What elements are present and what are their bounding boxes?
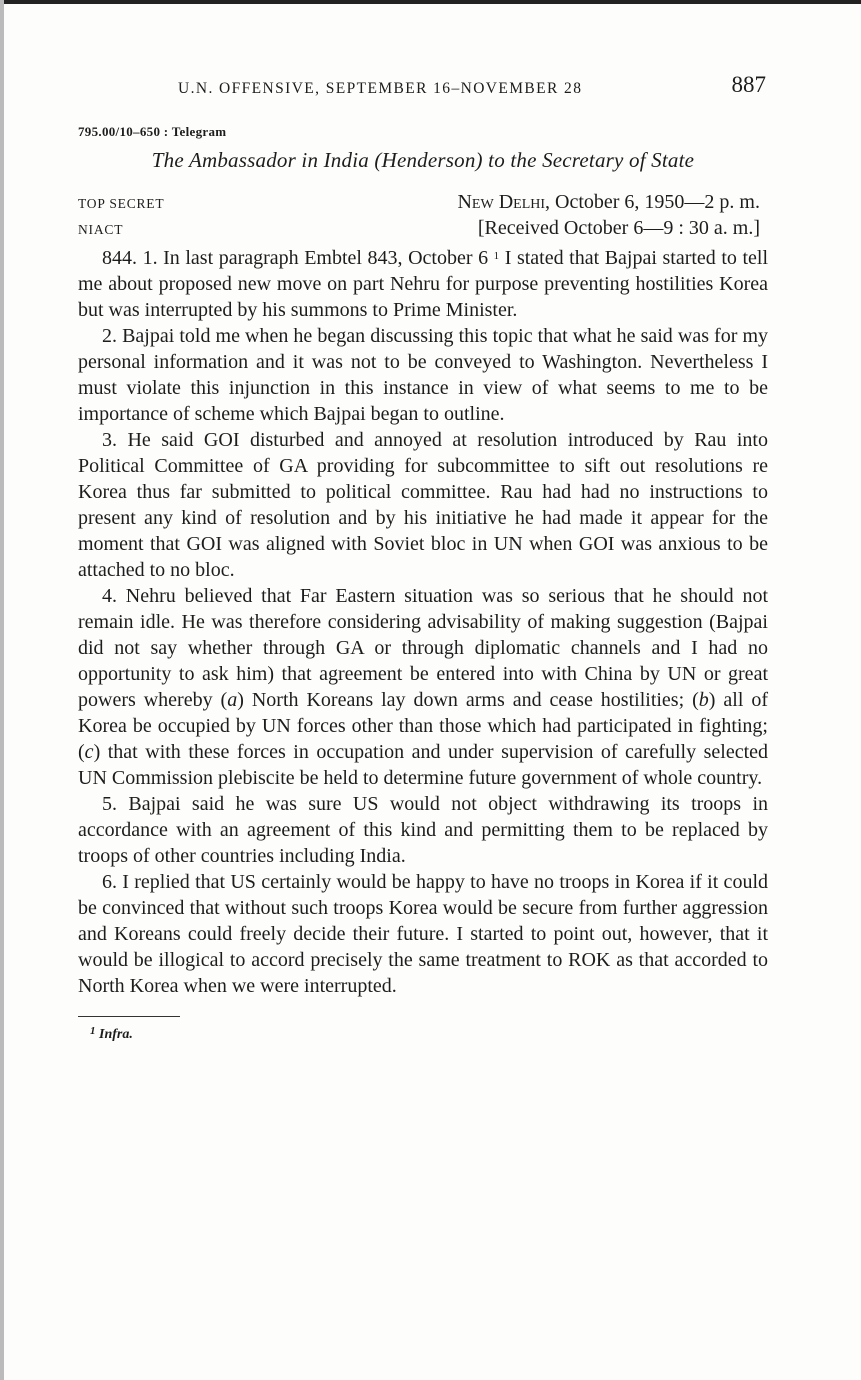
footnote-divider bbox=[78, 1016, 180, 1017]
document-title: The Ambassador in India (Henderson) to the Secretary of State bbox=[151, 148, 695, 172]
footnote-reference: 1 bbox=[493, 250, 500, 262]
scan-top-border bbox=[0, 0, 861, 4]
page-number: 887 bbox=[731, 72, 766, 97]
document-page bbox=[78, 70, 768, 1043]
file-reference: 795.00/10–650 : Telegram bbox=[78, 124, 227, 139]
running-title: U.N. OFFENSIVE, SEPTEMBER 16–NOVEMBER 28 bbox=[178, 80, 583, 97]
paragraph-1-text-a: 844. 1. In last paragraph Embtel 843, October 6 bbox=[102, 247, 489, 269]
paragraph-4-text-a: 4. Nehru believed that Far Eastern situation was so serious that he should not remain idle. He was therefore considering advisability of making suggestion (Bajpai did not say whether through GA or through diplomatic channels and I had no opportunity to ask him) that agreement be entered into with China by UN or great powers whereby ( bbox=[78, 585, 768, 711]
item-marker-b: b bbox=[698, 689, 709, 711]
paragraph-2: 2. Bajpai told me when he began discussing this topic that what he said was for my personal information and it was not to be conveyed to Washington. Nevertheless I must violate this injunction in this instance in view of what seems to me to be importance of scheme which Bajpai began to outline. bbox=[78, 325, 768, 425]
page-header bbox=[78, 70, 768, 104]
received-line: [Received October 6—9 : 30 a. m.] bbox=[477, 217, 760, 239]
classification-label: TOP SECRET bbox=[78, 196, 165, 211]
paragraph-1-text-b: I stated that Bajpai started to tell me about proposed new move on part Nehru for purpose preventing hostilities Korea but was interrupted by his summons to Prime Minister. bbox=[78, 247, 769, 321]
footnote-text: Infra. bbox=[99, 1027, 133, 1042]
paragraph-4 bbox=[78, 583, 768, 791]
paragraph-3: 3. He said GOI disturbed and annoyed at resolution introduced by Rau into Political Committee of GA providing for subcommittee to sift out resolutions re Korea thus far submitted to political committee. Rau had had no instructions to present any kind of resolution and by his initiative he had made it appear for the moment that GOI was aligned with Soviet bloc in UN when GOI was anxious to be attached to no bloc. bbox=[78, 429, 768, 581]
dateline bbox=[457, 191, 760, 214]
paragraph-4-text-d: ) that with these forces in occupation and under supervision of carefully selected UN Commission plebiscite be held to determine future government of whole country. bbox=[78, 741, 768, 789]
dateline-date: , October 6, 1950—2 p. m. bbox=[545, 191, 760, 213]
footnote-marker: 1 bbox=[90, 1025, 96, 1037]
telegram-meta bbox=[78, 191, 768, 241]
paragraph-1 bbox=[78, 245, 768, 323]
scan-left-border bbox=[0, 0, 4, 1380]
telegram-body bbox=[78, 245, 768, 999]
dateline-place: New Delhi bbox=[457, 191, 546, 213]
paragraph-5: 5. Bajpai said he was sure US would not object withdrawing its troops in accordance with an agreement of this kind and permitting them to be replaced by troops of other countries including India. bbox=[78, 793, 768, 867]
paragraph-4-text-b: ) North Koreans lay down arms and cease hostilities; ( bbox=[237, 689, 699, 711]
footnote bbox=[90, 1027, 768, 1043]
paragraph-4-text-c: ) all of Korea be occupied by UN forces other than those which had participated in fighting; ( bbox=[78, 689, 769, 763]
item-marker-a: a bbox=[227, 689, 238, 711]
item-marker-c: c bbox=[84, 741, 94, 763]
precedence-label: NIACT bbox=[78, 222, 124, 237]
paragraph-6: 6. I replied that US certainly would be happy to have no troops in Korea if it could be convinced that without such troops Korea would be secure from further aggression and Koreans could freely decide their future. I started to point out, however, that it would be illogical to accord precisely the same treatment to ROK as that accorded to North Korea when we were interrupted. bbox=[78, 871, 768, 997]
